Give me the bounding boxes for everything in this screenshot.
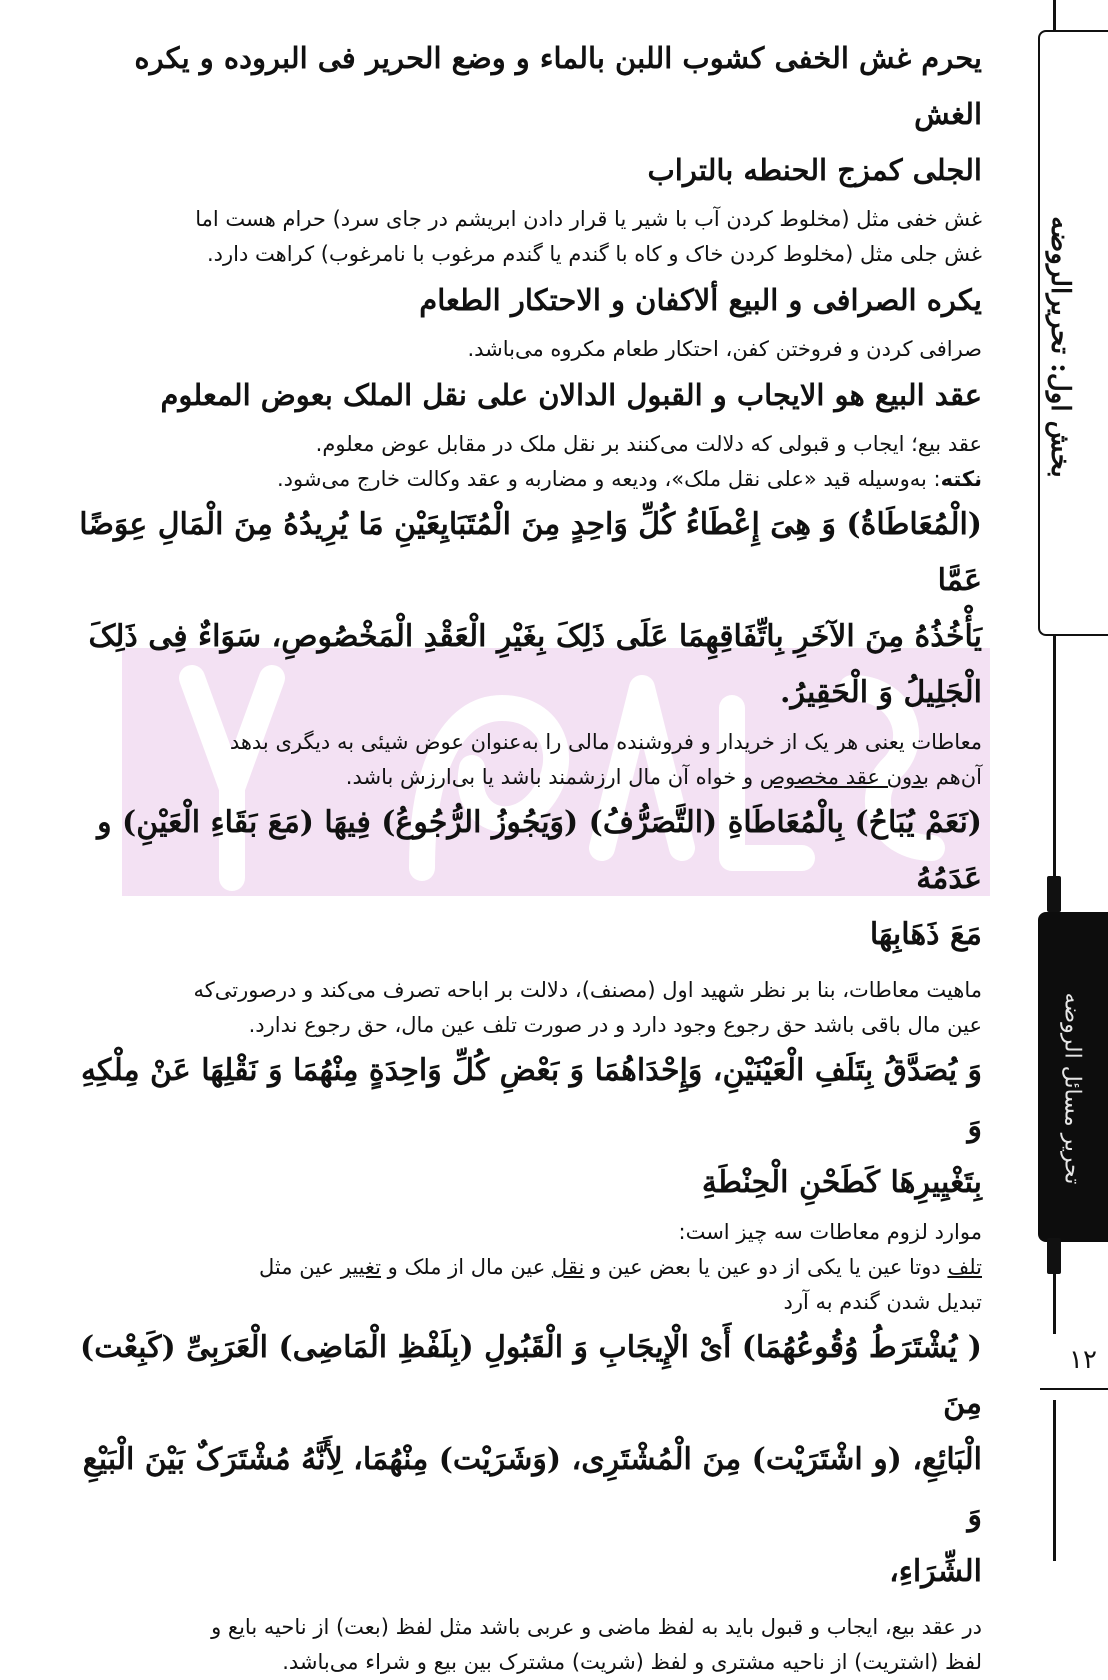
arabic-text-line: یَأْخُذُهُ مِنَ الآخَرِ بِاتِّفَاقِهِمَا عَلَى ذَلِکَ بِغَیْرِ الْعَقْدِ الْمَخْصُوصِ، سَوَاءٌ فِی ذَلِکَ — [88, 619, 982, 654]
page-number-rule — [1040, 1388, 1108, 1390]
arabic-text-line: الشِّرَاءِ، — [889, 1554, 982, 1589]
arabic-text-line: الْبَائِعِ، (و اشْتَرَیْت) مِنَ الْمُشْتَرِی، (وَشَرَیْت) مِنْهُمَا، لِأَنَّهُ مُشْتَرَکٌ بَیْنَ الْبَیْعِ وَ — [82, 1442, 982, 1533]
chapter-tab-title: تحریر مسائل الروضه — [1059, 992, 1085, 1185]
sidebar-rule-lower — [1053, 1274, 1056, 1334]
sidebar-rule-bottom — [1053, 1400, 1056, 1561]
page-body — [62, 30, 982, 1680]
paragraph-line — [62, 760, 982, 795]
heading-line: یکره الصرافی و البیع ألاکفان و الاحتکار الطعام — [419, 283, 982, 317]
arabic-text-line: ( یُشْتَرَطُ وُقُوعُهُمَا) أَیْ الْإِیجَابِ وَ الْقَبُولِ (بِلَفْظِ الْمَاضِی) الْعَرَبِیِّ (کَبِعْت) مِنَ — [80, 1330, 982, 1421]
page-number: ۱۲ — [1069, 1345, 1097, 1375]
paragraph-line: معاطات یعنی هر یک از خریدار و فروشنده مالی را به‌عنوان عوض شیئی به دیگری بدهد — [229, 730, 982, 754]
paragraph-line — [62, 1250, 982, 1285]
sidebar-rule-top — [1053, 0, 1056, 30]
sidebar-rule-mid — [1053, 636, 1056, 912]
paragraph-line: موارد لزوم معاطات سه چیز است: — [678, 1220, 982, 1244]
note-line — [62, 462, 982, 497]
heading-line: یحرم غش الخفی کشوب اللبن بالماء و وضع الحریر فی البروده و یکره الغش — [134, 41, 982, 131]
sidebar-marker-lower — [1047, 1238, 1061, 1274]
underlined-word: تغییر — [340, 1255, 381, 1279]
sidebar-marker-upper — [1047, 876, 1061, 912]
text-span: عین مثل — [259, 1255, 341, 1279]
section-tab-title: بخش اول: تحریرالروضه — [1045, 216, 1075, 478]
arabic-text-line: الْجَلِیلُ وَ الْحَقِیرُ. — [780, 675, 982, 710]
paragraph-line: غش جلی مثل (مخلوط کردن خاک و کاه با گندم یا گندم مرغوب با نامرغوب) کراهت دارد. — [206, 242, 982, 266]
arabic-text-line: بِتَغْیِیرِهَا کَطَحْنِ الْحِنْطَةِ — [701, 1165, 982, 1200]
underlined-phrase: بدون عقد مخصوص — [759, 765, 930, 789]
underlined-word: تلف — [947, 1255, 982, 1279]
paragraph-line: عین مال باقی باشد حق رجوع وجود دارد و در صورت تلف عین مال، حق رجوع ندارد. — [248, 1013, 982, 1037]
arabic-text-line: وَ یُصَدَّقُ بِتَلَفِ الْعَیْنَیْنِ، وَإِحْدَاهُمَا وَ بَعْضِ کُلِّ وَاحِدَةٍ مِنْهُمَا وَ نَقْلِهَا عَنْ مِلْکِهِ وَ — [80, 1053, 982, 1144]
arabic-text-line: (الْمُعَاطَاةُ) وَ هِیَ إِعْطَاءُ کُلِّ وَاحِدٍ مِنَ الْمُتَبَایِعَیْنِ مَا یُرِیدُهُ مِنَ الْمَالِ عِوَضًا عَمَّا — [79, 507, 982, 598]
arabic-text-line: (نَعَمْ یُبَاحُ) بِالْمُعَاطَاةِ (التَّصَرُّفُ) (وَیَجُوزُ الرُّجُوعُ) فِیهَا (مَعَ بَقَاءِ الْعَیْنِ) و عَدَمُهُ — [97, 805, 982, 896]
paragraph-line: در عقد بیع، ایجاب و قبول باید به لفظ ماضی و عربی باشد مثل لفظ (بعت) از ناحیه بایع و — [211, 1615, 982, 1639]
paragraph-line: لفظ (اشتریت) از ناحیه مشتری و لفظ (شریت) مشترک بین بیع و شراء می‌باشد. — [282, 1650, 982, 1674]
heading-line: عقد البیع هو الایجاب و القبول الدالان علی نقل الملک بعوض المعلوم — [160, 378, 982, 412]
text-span: عین مال از ملک و — [380, 1255, 552, 1279]
heading-line: الجلی کمزج الحنطه بالتراب — [647, 153, 982, 187]
text-span: و خواه آن مال ارزشمند باشد یا بی‌ارزش باشد. — [345, 765, 760, 789]
underlined-word: نقل — [551, 1255, 585, 1279]
text-span: دوتا عین یا یکی از دو عین یا بعض عین و — [584, 1255, 948, 1279]
paragraph-line: صرافی کردن و فروختن کفن، احتکار طعام مکروه می‌باشد. — [467, 337, 982, 361]
paragraph-line: ماهیت معاطات، بنا بر نظر شهید اول (مصنف)، دلالت بر اباحه تصرف می‌کند و درصورتی‌که — [193, 978, 982, 1002]
paragraph-line: عقد بیع؛ ایجاب و قبولی که دلالت می‌کنند بر نقل ملک در مقابل عوض معلوم. — [315, 432, 982, 456]
note-label: نکته — [940, 467, 982, 491]
paragraph-line: تبدیل شدن گندم به آرد — [783, 1290, 982, 1314]
paragraph-line: غش خفی مثل (مخلوط کردن آب با شیر یا قرار دادن ابریشم در جای سرد) حرام هست اما — [195, 207, 982, 231]
text-span: آن‌هم — [929, 765, 982, 789]
note-text: : به‌وسیله قید «علی نقل ملک»، ودیعه و مضاربه و عقد وکالت خارج می‌شود. — [276, 467, 941, 491]
arabic-text-line: مَعَ ذَهَابِهَا — [869, 917, 982, 952]
